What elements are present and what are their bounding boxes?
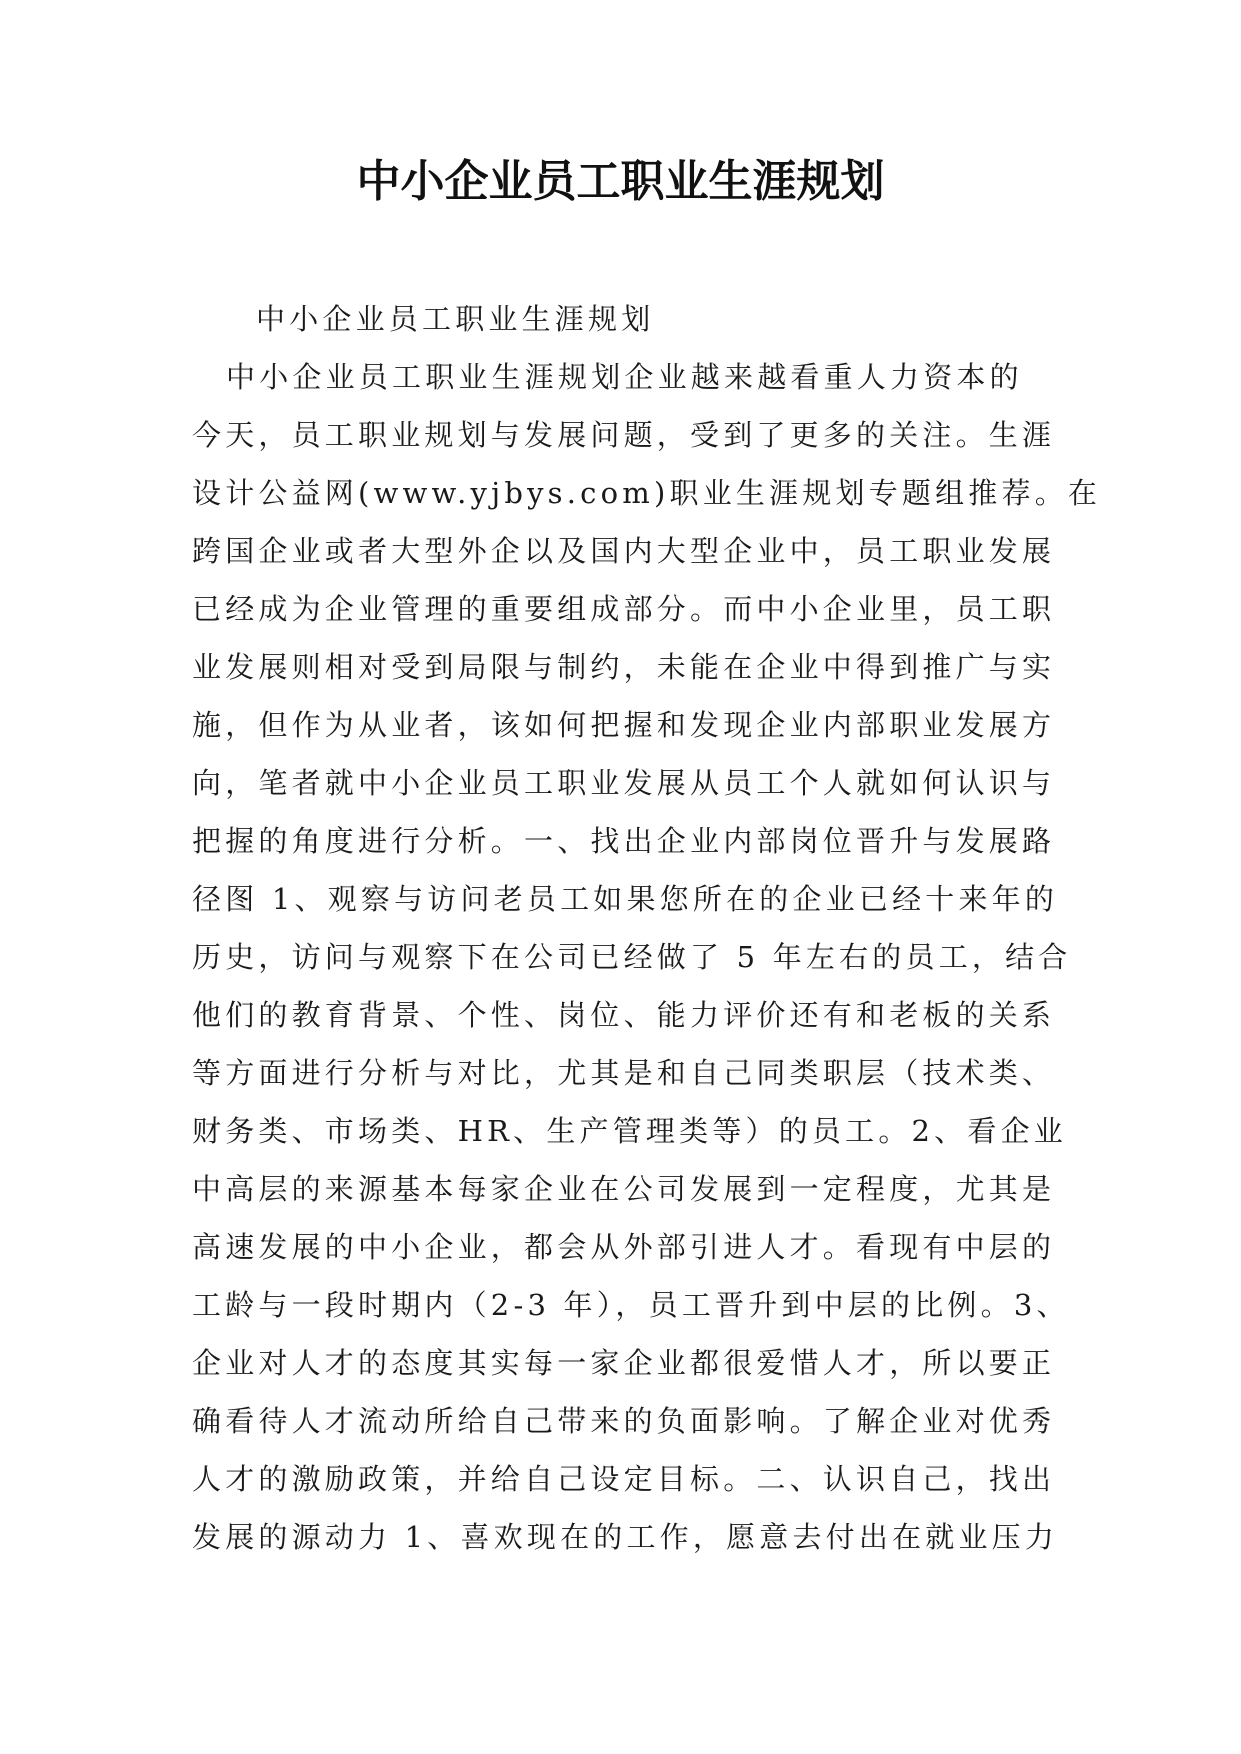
body-line: 他们的教育背景、个性、岗位、能力评价还有和老板的关系	[192, 998, 1056, 1032]
body-line: 今天，员工职业规划与发展问题，受到了更多的关注。生涯	[192, 418, 1056, 452]
body-line: 确看待人才流动所给自己带来的负面影响。了解企业对优秀	[192, 1404, 1056, 1438]
body-line: 跨国企业或者大型外企以及国内大型企业中，员工职业发展	[192, 534, 1056, 568]
body-line: 历史，访问与观察下在公司已经做了 5 年左右的员工，结合	[192, 940, 1072, 974]
document-body	[192, 290, 1102, 1566]
document-subheading: 中小企业员工职业生涯规划	[256, 302, 655, 336]
body-line: 发展的源动力 1、喜欢现在的工作，愿意去付出在就业压力	[192, 1520, 1059, 1554]
body-line: 等方面进行分析与对比，尤其是和自己同类职层（技术类、	[192, 1056, 1056, 1090]
body-line: 把握的角度进行分析。一、找出企业内部岗位晋升与发展路	[192, 824, 1056, 858]
body-line: 径图 1、观察与访问老员工如果您所在的企业已经十来年的	[192, 882, 1059, 916]
body-line: 业发展则相对受到局限与制约，未能在企业中得到推广与实	[192, 650, 1056, 684]
body-line: 中小企业员工职业生涯规划企业越来越看重人力资本的	[226, 360, 1023, 394]
body-line: 向，笔者就中小企业员工职业发展从员工个人就如何认识与	[192, 766, 1056, 800]
body-line: 施，但作为从业者，该如何把握和发现企业内部职业发展方	[192, 708, 1056, 742]
document-title: 中小企业员工职业生涯规划	[356, 156, 885, 207]
body-line: 中高层的来源基本每家企业在公司发展到一定程度，尤其是	[192, 1172, 1056, 1206]
body-line: 工龄与一段时期内（2-3 年），员工晋升到中层的比例。3、	[192, 1288, 1070, 1322]
body-line: 人才的激励政策，并给自己设定目标。二、认识自己，找出	[192, 1462, 1056, 1496]
body-line: 财务类、市场类、HR、生产管理类等）的员工。2、看企业	[192, 1114, 1067, 1148]
body-line: 已经成为企业管理的重要组成部分。而中小企业里，员工职	[192, 592, 1056, 626]
body-line: 高速发展的中小企业，都会从外部引进人才。看现有中层的	[192, 1230, 1056, 1264]
body-line: 企业对人才的态度其实每一家企业都很爱惜人才，所以要正	[192, 1346, 1056, 1380]
body-line: 设计公益网(www.yjbys.com)职业生涯规划专题组推荐。在	[192, 476, 1102, 510]
